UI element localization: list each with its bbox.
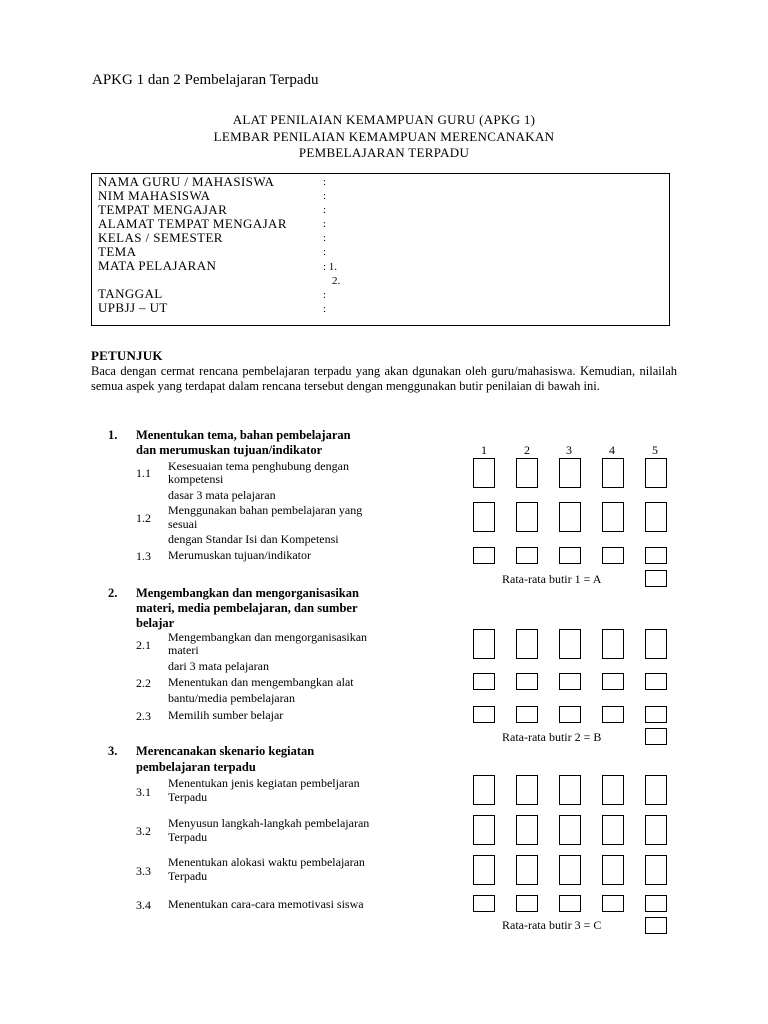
section-1-title-1: Menentukan tema, bahan pembelajaran [136, 428, 351, 442]
score-box-3-3-1[interactable] [473, 855, 495, 885]
field-colon-alamat: : [323, 218, 327, 230]
field-label-mapel: MATA PELAJARAN [98, 258, 217, 273]
score-box-2-1-1[interactable] [473, 629, 495, 659]
score-box-3-1-1[interactable] [473, 775, 495, 805]
heading-line-2: LEMBAR PENILAIAN KEMAMPUAN MERENCANAKAN [213, 129, 555, 144]
section-3-average-label: Rata-rata butir 3 = C [502, 918, 602, 932]
section-3-title-2: pembelajaran terpadu [136, 760, 256, 774]
field-colon-mapel-1: : 1. [323, 261, 338, 273]
score-box-1-3-2[interactable] [516, 547, 538, 564]
item-1-1-number: 1.1 [136, 466, 151, 480]
field-colon-upbjj: : [323, 303, 327, 315]
field-label-tema: TEMA [98, 244, 137, 259]
score-box-1-2-5[interactable] [645, 502, 667, 532]
score-box-2-3-1[interactable] [473, 706, 495, 723]
identity-box [91, 173, 670, 326]
item-2-3-number: 2.3 [136, 709, 151, 723]
score-box-2-2-4[interactable] [602, 673, 624, 690]
score-box-3-4-5[interactable] [645, 895, 667, 912]
score-box-1-3-5[interactable] [645, 547, 667, 564]
score-col-3: 3 [566, 443, 572, 457]
item-1-1-text-3: dasar 3 mata pelajaran [168, 488, 276, 502]
score-box-2-1-2[interactable] [516, 629, 538, 659]
item-1-1-text-2: kompetensi [168, 472, 224, 486]
score-box-1-1-2[interactable] [516, 458, 538, 488]
score-box-1-1-5[interactable] [645, 458, 667, 488]
score-box-3-4-2[interactable] [516, 895, 538, 912]
section-3-title-1: Merencanakan skenario kegiatan [136, 744, 315, 758]
field-label-name: NAMA GURU / MAHASISWA [98, 174, 275, 189]
score-box-2-3-3[interactable] [559, 706, 581, 723]
section-2-title-3: belajar [136, 616, 175, 630]
item-1-3-text-1: Merumuskan tujuan/indikator [168, 548, 311, 562]
item-2-2-number: 2.2 [136, 676, 151, 690]
item-3-2-number: 3.2 [136, 824, 151, 838]
score-box-3-2-4[interactable] [602, 815, 624, 845]
item-3-4-text-1: Menentukan cara-cara memotivasi siswa [168, 897, 364, 911]
score-box-1-3-4[interactable] [602, 547, 624, 564]
section-2-title-1: Mengembangkan dan mengorganisasikan [136, 586, 359, 600]
score-box-3-2-3[interactable] [559, 815, 581, 845]
score-box-1-2-3[interactable] [559, 502, 581, 532]
item-2-1-text-3: dari 3 mata pelajaran [168, 659, 269, 673]
field-colon-name: : [323, 176, 327, 188]
score-box-2-3-5[interactable] [645, 706, 667, 723]
item-3-1-text-1: Menentukan jenis kegiatan pembeljaran [168, 776, 360, 790]
petunjuk-text: Baca dengan cermat rencana pembelajaran terpadu yang akan dgunakan oleh guru/mahasiswa. Kemudian, nilailah semua aspek yang terdapat dalam rencana tersebut dengan menggunakan butir penilaian di bawah ini. [91, 364, 677, 393]
petunjuk-title: PETUNJUK [91, 348, 163, 363]
item-3-3-text-1: Menentukan alokasi waktu pembelajaran [168, 855, 365, 869]
score-box-1-1-1[interactable] [473, 458, 495, 488]
field-colon-kelas: : [323, 232, 327, 244]
item-3-2-text-2: Terpadu [168, 830, 208, 844]
score-col-1: 1 [481, 443, 487, 457]
item-2-1-text-1: Mengembangkan dan mengorganisasikan [168, 630, 368, 644]
item-2-3-text-1: Memilih sumber belajar [168, 708, 284, 722]
score-box-3-3-4[interactable] [602, 855, 624, 885]
item-3-4-number: 3.4 [136, 898, 151, 912]
section-1-average-label: Rata-rata butir 1 = A [502, 572, 602, 586]
score-box-2-1-3[interactable] [559, 629, 581, 659]
score-box-2-2-5[interactable] [645, 673, 667, 690]
field-label-kelas: KELAS / SEMESTER [98, 230, 223, 245]
item-3-2-text-1: Menyusun langkah-langkah pembelajaran [168, 816, 370, 830]
item-1-3-number: 1.3 [136, 549, 151, 563]
item-1-1-text-1: Kesesuaian tema penghubung dengan [168, 459, 349, 473]
item-2-1-text-2: materi [168, 643, 199, 657]
section-1-number: 1. [108, 428, 118, 442]
section-2-title-2: materi, media pembelajaran, dan sumber [136, 601, 358, 615]
score-col-2: 2 [524, 443, 530, 457]
item-1-2-number: 1.2 [136, 511, 151, 525]
item-2-1-number: 2.1 [136, 638, 151, 652]
score-box-3-3-3[interactable] [559, 855, 581, 885]
score-col-5: 5 [652, 443, 658, 457]
field-colon-mapel-2: 2. [332, 275, 341, 287]
section-3-number: 3. [108, 744, 118, 758]
score-box-1-3-1[interactable] [473, 547, 495, 564]
item-1-2-text-1: Menggunakan bahan pembelajaran yang [168, 503, 363, 517]
item-3-1-text-2: Terpadu [168, 790, 208, 804]
score-col-4: 4 [609, 443, 615, 457]
score-box-1-2-1[interactable] [473, 502, 495, 532]
score-box-3-4-4[interactable] [602, 895, 624, 912]
heading-line-1: ALAT PENILAIAN KEMAMPUAN GURU (APKG 1) [232, 112, 536, 127]
field-label-tanggal: TANGGAL [98, 286, 163, 301]
score-box-3-3-5[interactable] [645, 855, 667, 885]
score-box-1-1-3[interactable] [559, 458, 581, 488]
score-box-2-2-1[interactable] [473, 673, 495, 690]
heading-line-3: PEMBELAJARAN TERPADU [298, 145, 470, 160]
score-box-1-2-2[interactable] [516, 502, 538, 532]
score-box-3-1-4[interactable] [602, 775, 624, 805]
field-colon-tempat: : [323, 204, 327, 216]
field-label-upbjj: UPBJJ – UT [98, 300, 168, 315]
average-box-c[interactable] [645, 917, 667, 934]
score-box-3-4-3[interactable] [559, 895, 581, 912]
item-3-3-number: 3.3 [136, 864, 151, 878]
item-2-2-text-2: bantu/media pembelajaran [168, 691, 295, 705]
field-colon-tanggal: : [323, 289, 327, 301]
field-label-tempat: TEMPAT MENGAJAR [98, 202, 228, 217]
document-title: APKG 1 dan 2 Pembelajaran Terpadu [92, 72, 319, 88]
score-box-2-2-2[interactable] [516, 673, 538, 690]
score-box-3-2-2[interactable] [516, 815, 538, 845]
field-colon-nim: : [323, 190, 327, 202]
section-1-title-2: dan merumuskan tujuan/indikator [136, 443, 323, 457]
item-1-2-text-3: dengan Standar Isi dan Kompetensi [168, 532, 339, 546]
score-box-1-1-4[interactable] [602, 458, 624, 488]
field-label-nim: NIM MAHASISWA [98, 188, 211, 203]
score-box-3-2-1[interactable] [473, 815, 495, 845]
item-2-2-text-1: Menentukan dan mengembangkan alat [168, 675, 354, 689]
score-box-3-1-2[interactable] [516, 775, 538, 805]
score-box-3-3-2[interactable] [516, 855, 538, 885]
score-box-2-1-4[interactable] [602, 629, 624, 659]
average-box-a[interactable] [645, 570, 667, 587]
score-box-2-3-2[interactable] [516, 706, 538, 723]
score-box-3-2-5[interactable] [645, 815, 667, 845]
score-box-1-3-3[interactable] [559, 547, 581, 564]
score-box-1-2-4[interactable] [602, 502, 624, 532]
section-2-number: 2. [108, 586, 118, 600]
score-box-3-1-5[interactable] [645, 775, 667, 805]
item-1-2-text-2: sesuai [168, 517, 198, 531]
score-box-2-2-3[interactable] [559, 673, 581, 690]
field-label-alamat: ALAMAT TEMPAT MENGAJAR [98, 216, 287, 231]
score-box-3-4-1[interactable] [473, 895, 495, 912]
average-box-b[interactable] [645, 728, 667, 745]
item-3-1-number: 3.1 [136, 785, 151, 799]
field-colon-tema: : [323, 246, 327, 258]
score-box-2-1-5[interactable] [645, 629, 667, 659]
score-box-2-3-4[interactable] [602, 706, 624, 723]
section-2-average-label: Rata-rata butir 2 = B [502, 730, 602, 744]
score-box-3-1-3[interactable] [559, 775, 581, 805]
item-3-3-text-2: Terpadu [168, 869, 208, 883]
